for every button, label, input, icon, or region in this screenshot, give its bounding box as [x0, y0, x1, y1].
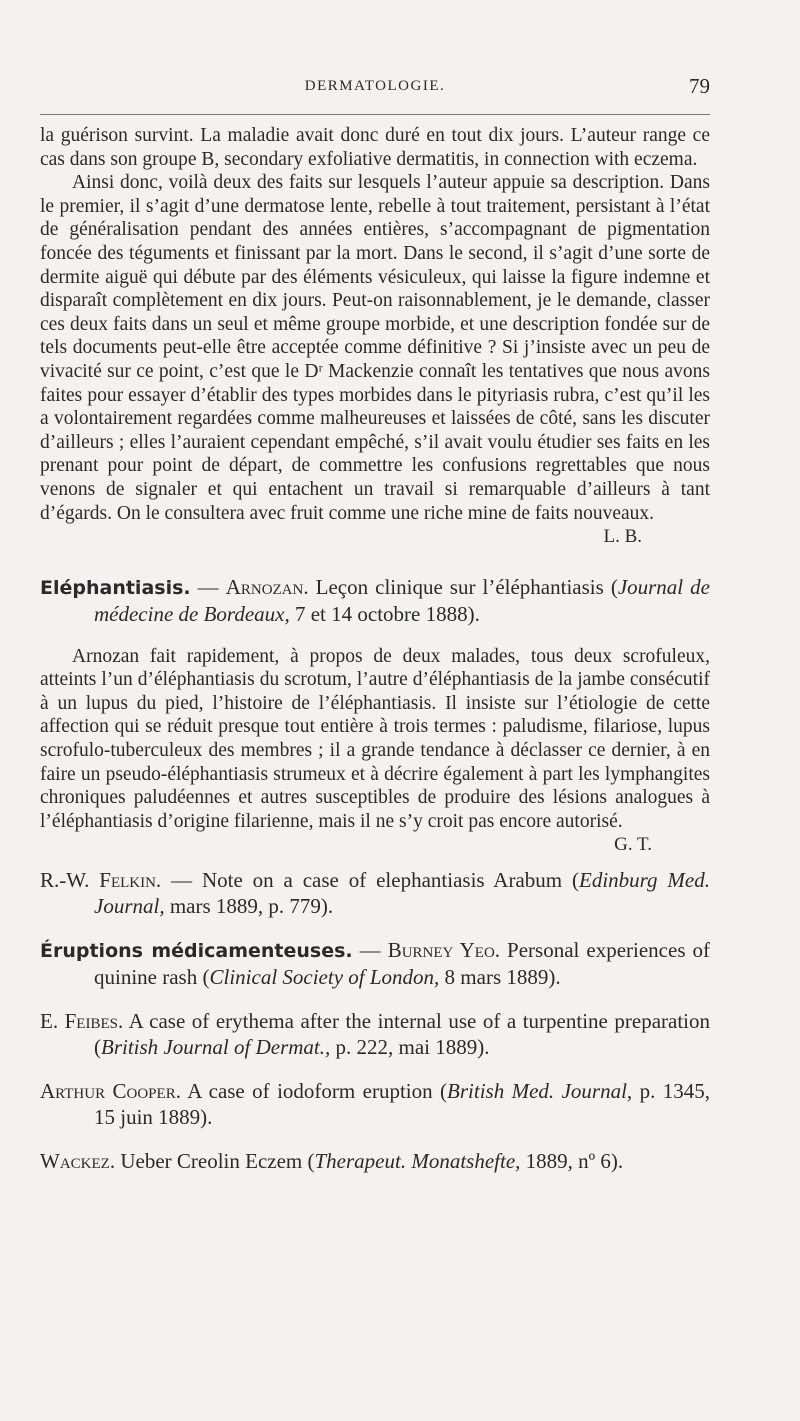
entry-author: R.-W. Felkin. [40, 868, 162, 893]
running-title: DERMATOLOGIE. [304, 78, 446, 94]
entry-wackez: Wackez. Ueber Creolin Eczem (Therapeut. Monatshefte, 1889, nº 6). [40, 1149, 624, 1174]
entry-journal: Therapeut. Monatshefte, [314, 1149, 521, 1174]
page-number: 79 [689, 74, 710, 98]
entry-elephantiasis-arnozan: Eléphantiasis. — Arnozan. Leçon clinique sur l’éléphantiasis (Journal de médecine de Bordeaux, 7 et 14 octobre 1888). [40, 574, 710, 626]
entry-journal: British Med. Journal, [447, 1079, 633, 1104]
entry-author: Burney Yeo. [387, 938, 501, 963]
signature-lb: L. B. [603, 526, 642, 548]
entry-cooper: Arthur Cooper. A case of iodoform eruption (British Med. Journal, p. 1345, 15 juin 1889). [40, 1079, 710, 1130]
section-heading-elephantiasis: Eléphantiasis. [40, 576, 191, 599]
entry-journal: Clinical Society of London, [209, 965, 440, 990]
entry-author: E. Feibes. [40, 1009, 124, 1034]
entry-feibes: E. Feibes. A case of erythema after the internal use of a turpentine preparation (British Journal of Dermat., p. 222, mai 1889). [40, 1009, 710, 1060]
signature-gt: G. T. [614, 834, 652, 856]
entry-felkin: R.-W. Felkin. — Note on a case of elephantiasis Arabum (Edinburg Med. Journal, mars 1889, p. 779). [40, 868, 710, 919]
entry-author: Arthur Cooper. [40, 1079, 181, 1104]
page-body [40, 124, 710, 1174]
paragraph-discussion: Ainsi donc, voilà deux des faits sur lesquels l’auteur appuie sa description. Dans le premier, il s’agit d’une dermatose lente, rebelle à tout traitement, persistant à l’état de généralisation pendant des années entières, s’accompagnant de pigmentation foncée des téguments et finissant par la mort. Dans le second, il s’agit d’une sorte de dermite aiguë qui débute par des éléments vésiculeux, qui laisse la figure indemne et disparaît complètement en dix jours. Peut-on raisonnablement, je le demande, classer ces deux faits dans un seul et même groupe morbide, et une description fondée sur de tels documents peut-elle être acceptée comme définitive ? Si j’insiste avec un peu de vivacité sur ce point, c’est que le Dʳ Mackenzie connaît les tentatives que nous avons faites pour essayer d’établir des types morbides dans le pityriasis rubra, c’est qu’il les a volontairement regardées comme malheureuses et laissées de côté, sans les discuter d’ailleurs ; elles l’auraient cependant empêché, s’il avait voulu étudier ses faits en les prenant pour point de départ, de commettre les confusions regrettables que nous venons de signaler et qui entachent un travail si remarquable d’ailleurs à tant d’égards. On le consultera avec fruit comme une riche mine de faits nouveaux. [40, 172, 710, 524]
section-heading-eruptions: Éruptions médicamenteuses. [40, 940, 353, 963]
paragraph-arnozan-summary: Arnozan fait rapidement, à propos de deux malades, tous deux scrofuleux, atteints l’un d’éléphantiasis du scrotum, l’autre d’éléphantiasis de la jambe consécutif à un lupus du pied, l’histoire de l’éléphantiasis. Il insiste sur l’étiologie de cette affection qui se réduit presque tout entière à trois termes : paludisme, filariose, lupus scrofulo-tuberculeux des membres ; il a grande tendance à déclasser ce dernier, à en faire un pseudo-éléphantiasis strumeux et à décrire également à part les lymphangites chroniques paludéennes et autres susceptibles de produire des lésions analogues à l’éléphantiasis d’origine filarienne, mais il ne s’y croit pas encore autorisé. [40, 645, 710, 832]
paragraph-continuation: la guérison survint. La maladie avait donc duré en tout dix jours. L’auteur range ce cas dans son groupe B, secondary exfoliative dermatitis, in connection with eczema. [40, 125, 710, 170]
entry-author: Arnozan. [225, 574, 309, 599]
entry-author: Wackez. [40, 1149, 116, 1174]
running-header [40, 74, 710, 104]
entry-journal: British Journal of Dermat., [101, 1035, 331, 1060]
entry-journal: Edinburg Med. Journal, [94, 868, 710, 919]
entry-journal: Journal de médecine de Bordeaux, [94, 574, 710, 626]
entry-eruptions-burney-yeo: Éruptions médicamenteuses. — Burney Yeo. Personal experiences of quinine rash (Clinical Society of London, 8 mars 1889). [40, 938, 711, 990]
header-rule [40, 114, 710, 115]
